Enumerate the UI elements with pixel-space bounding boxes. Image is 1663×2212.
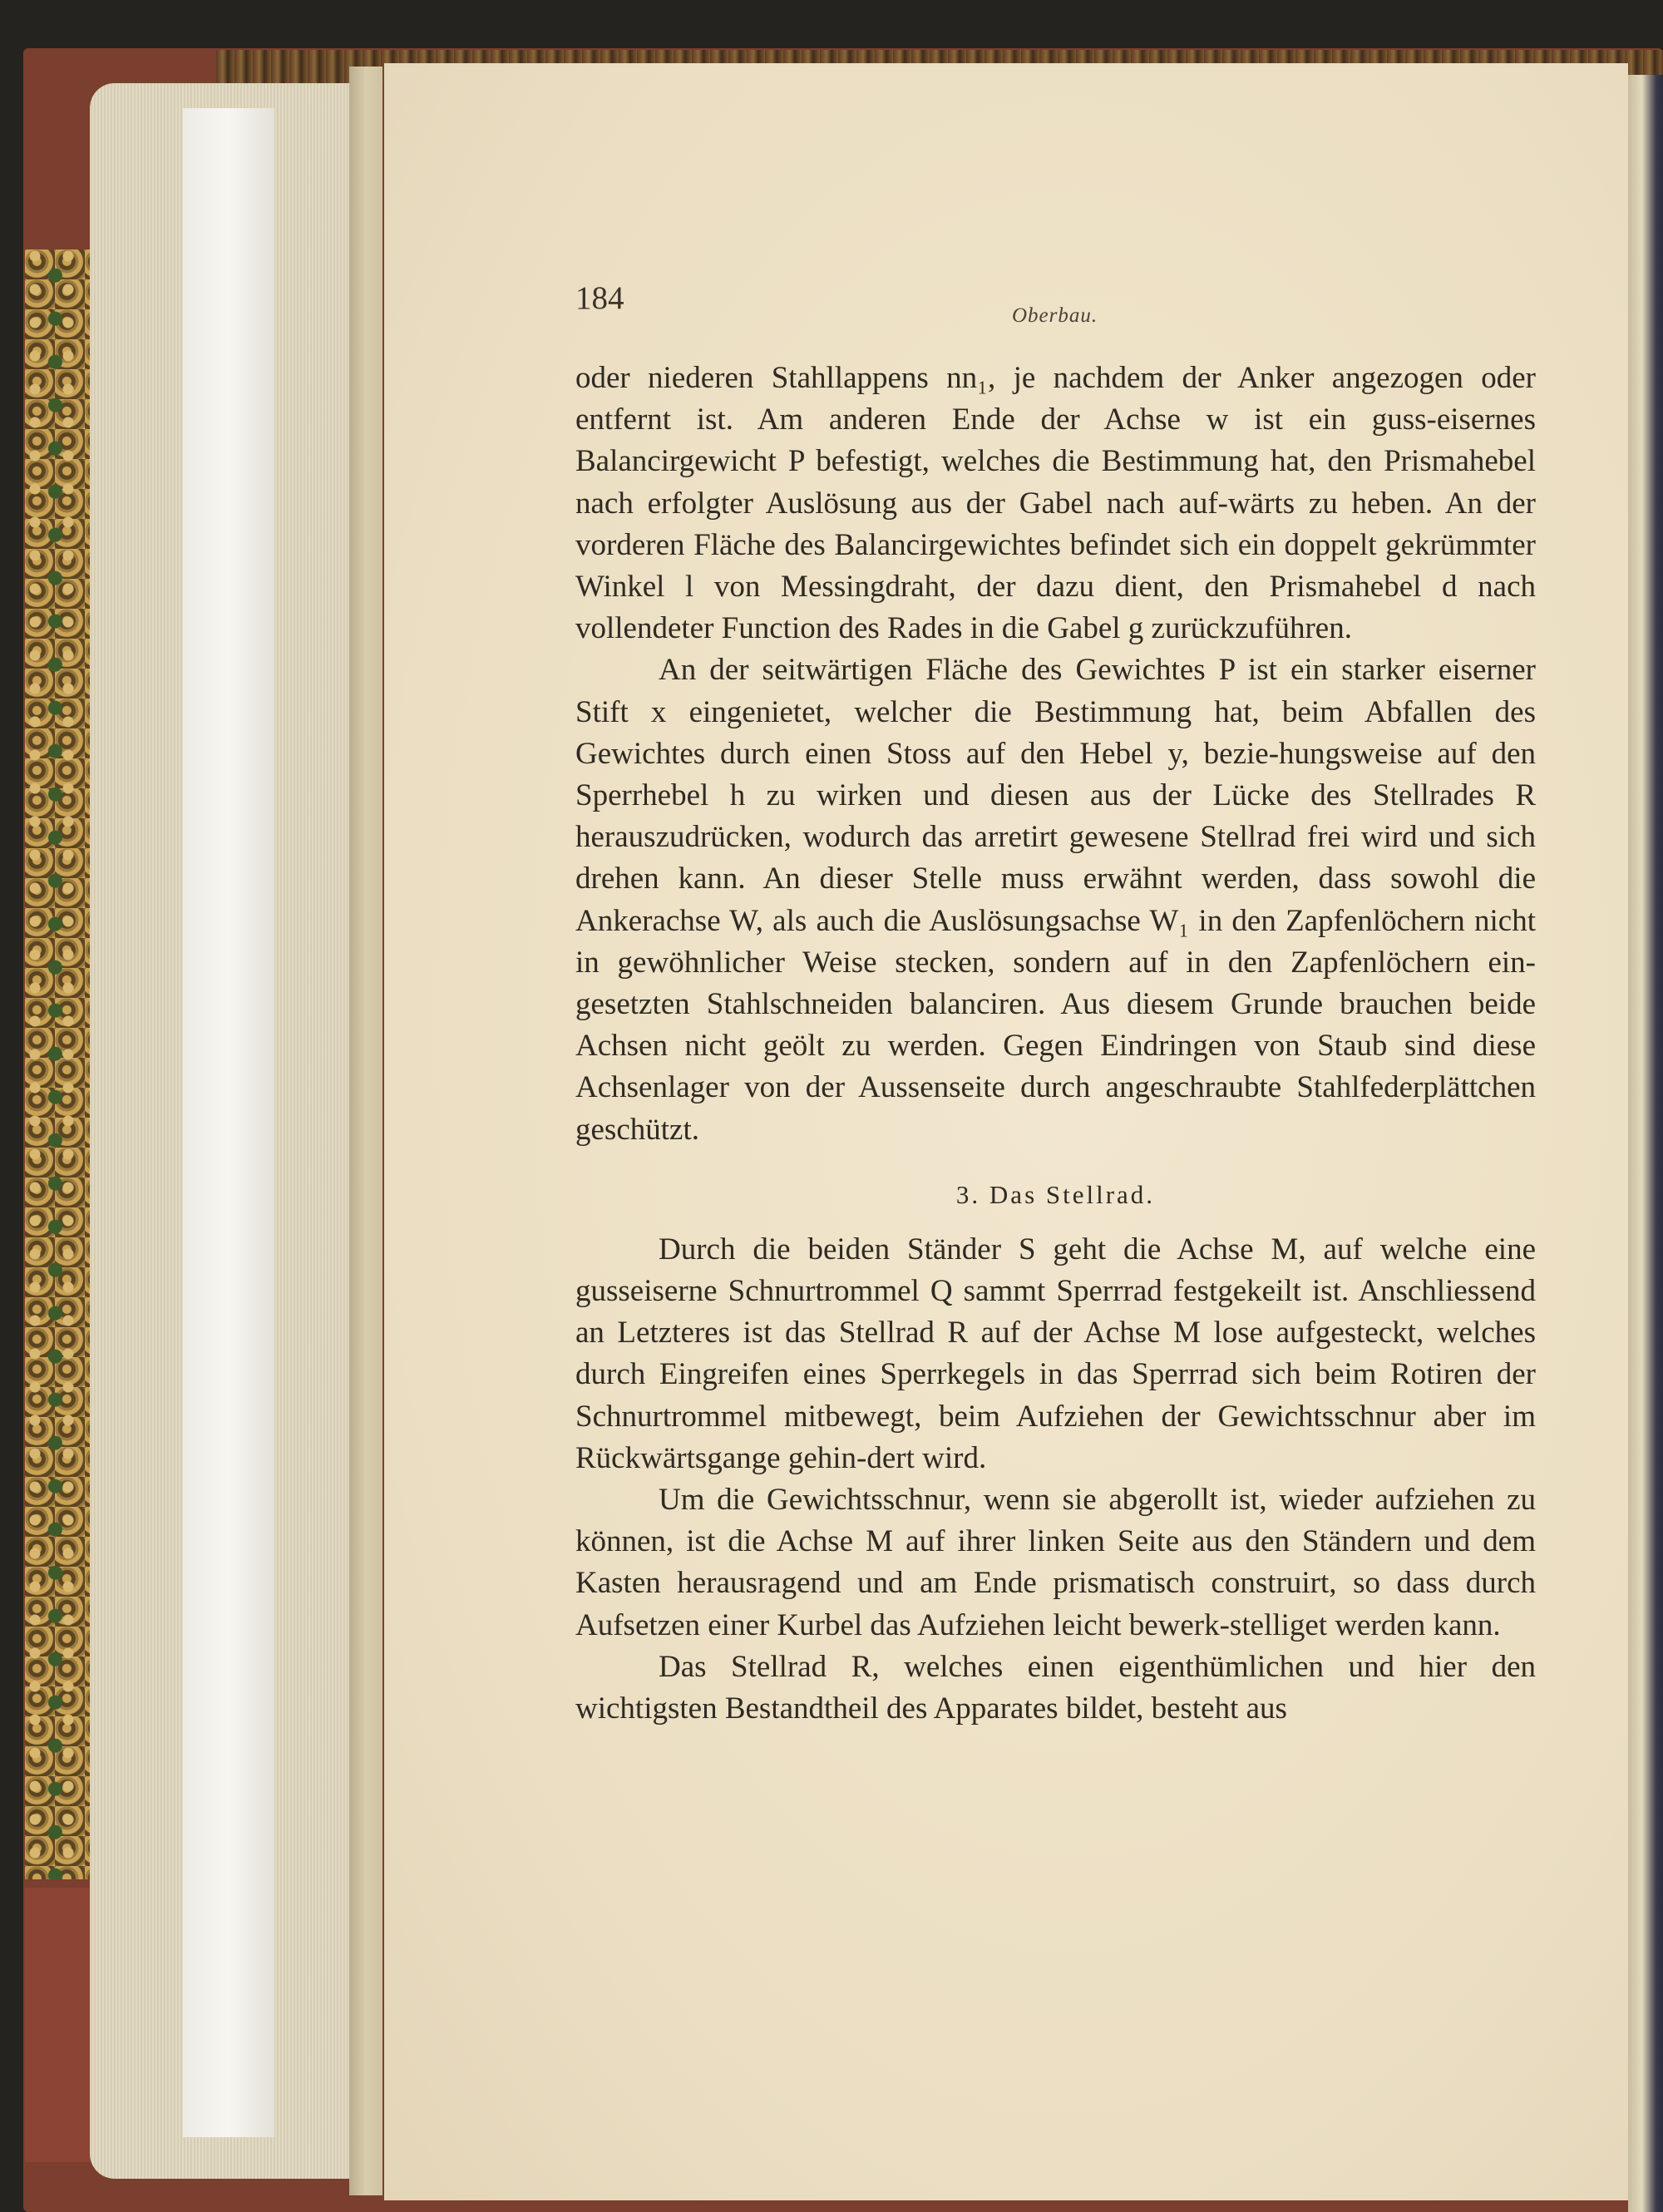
paragraph-4: Um die Gewichtsschnur, wenn sie abgerollt ist, wieder aufziehen zu können, ist die Achse M auf ihrer linken Seite aus den Ständern und dem Kasten herausragend und am Ende prismatisch construirt, so dass durch Aufsetzen einer Kurbel das Aufziehen leicht bewerk-stelliget werden kann.: [575, 1483, 1536, 1642]
right-page-edge: [1628, 75, 1663, 2212]
running-title: Oberbau.: [1012, 304, 1098, 327]
page-number: 184: [575, 280, 624, 316]
paragraph-3: Durch die beiden Ständer S geht die Achse M, auf welche eine gusseiserne Schnurtrommel Q sammt Sperrrad festgekeilt ist. Anschliessend an Letzteres ist das Stellrad R auf der Achse M lose aufgesteckt, welches durch Eingreifen eines Sperrkegels in das Sperrrad sich beim Rotiren der Schnurtrommel mitbewegt, beim Aufziehen der Gewichtsschnur aber im Rückwärtsgange gehin-dert wird.: [575, 1232, 1536, 1475]
left-page-edge: [183, 108, 274, 2137]
book-gutter: [349, 67, 382, 2195]
spine-corner: [25, 1888, 91, 2162]
paragraph-2: An der seitwärtigen Fläche des Gewichtes P ist ein starker eiserner Stift x eingenietet, welcher die Bestimmung hat, beim Abfallen des Gewichtes durch einen Stoss auf den Hebel y, bezie-hungsweise auf den Sperrhebel h zu wirken und diesen aus der Lücke des Stellrades R herauszudrücken, wodurch das arretirt gewesene Stellrad frei wird und sich drehen kann. An dieser Stelle muss erwähnt werden, dass sowohl die Ankerachse W, als auch die Auslösungsachse W₁ in den Zapfenlöchern nicht in gewöhnlicher Weise stecken, sondern auf in den Zapfenlöchern ein-gesetzten Stahlschneiden balanciren. Aus diesem Grunde brauchen beide Achsen nicht geölt zu werden. Gegen Eindringen von Staub sind diese Achsenlager von der Aussenseite durch angeschraubte Stahlfederplättchen geschützt.: [575, 653, 1536, 1147]
page-body: [575, 358, 1536, 1730]
paragraph-1: oder niederen Stahllappens nn₁, je nachdem der Anker angezogen oder entfernt ist. Am anderen Ende der Achse w ist ein guss-eisernes Balancirgewicht P befestigt, welches die Bestimmung hat, den Prismahebel nach erfolgter Auslösung aus der Gabel nach auf-wärts zu heben. An der vorderen Fläche des Balancirgewichtes befindet sich ein doppelt gekrümmter Winkel l von Messingdraht, der dazu dient, den Prismahebel d nach vollendeter Function des Rades in die Gabel g zurückzuführen.: [575, 361, 1536, 646]
paragraph-5: Das Stellrad R, welches einen eigenthümlichen und hier den wichtigsten Bestandtheil des Apparates bildet, besteht aus: [575, 1649, 1536, 1726]
page-header: [575, 279, 1536, 338]
marbled-board: [25, 249, 91, 1879]
section-heading: 3. Das Stellrad.: [955, 1179, 1156, 1209]
